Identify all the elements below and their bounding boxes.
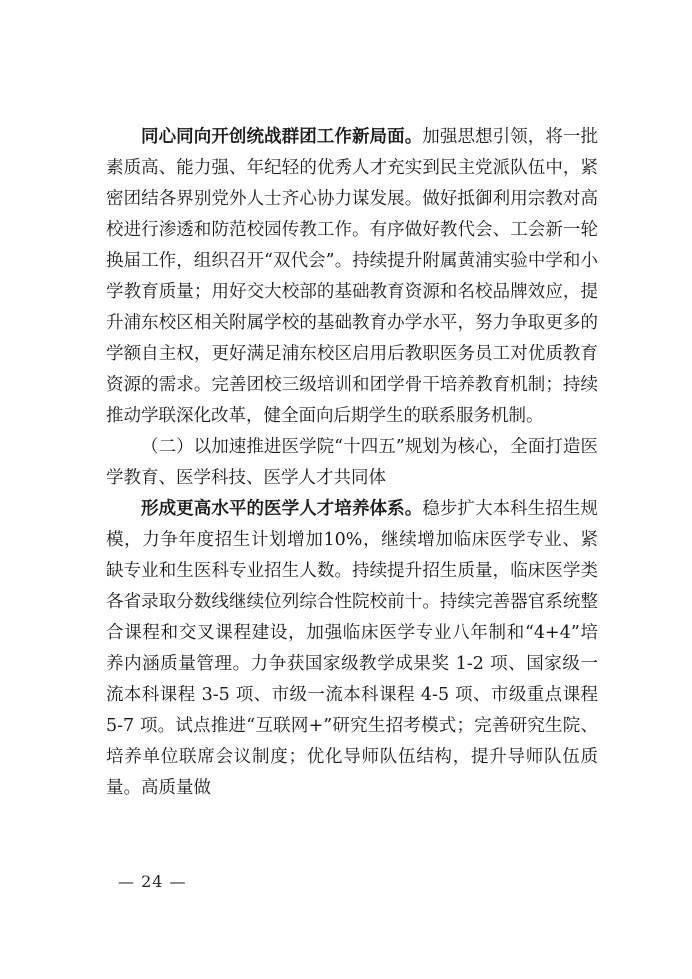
paragraph-united-front <box>106 122 598 432</box>
paragraph-text: 稳步扩大本科生招生规模，力争年度招生计划增加10%，继续增加临床医学专业、紧缺专业和生医科专业招生人数。持续提升招生质量，临床医学类各省录取分数线继续位列综合性院校前十。持续完善器官系统整合课程和交叉课程建设，加强临床医学专业八年制和“4+4”培养内涵质量管理。力争获国家级教学成果奖 1-2 项、国家级一流本科课程 3-5 项、市级一流本科课程 4-5 项、市级重点课程 5-7 项。试点推进“互联网+”研究生招考模式；完善研究生院、培养单位联席会议制度；优化导师队伍结构，提升导师队伍质量。高质量做 <box>106 499 599 798</box>
paragraph-lead: 同心同向开创统战群团工作新局面。 <box>141 127 423 147</box>
paragraph-medical-training <box>106 494 598 804</box>
page-number: — 24 — <box>118 872 187 891</box>
paragraph-lead: 形成更高水平的医学人才培养体系。 <box>141 499 423 519</box>
section-heading-text: （二）以加速推进医学院“十四五”规划为核心，全面打造医学教育、医学科技、医学人才共同体 <box>106 437 598 488</box>
section-heading-two <box>106 432 598 494</box>
body-text <box>106 122 598 804</box>
paragraph-text: 加强思想引领，将一批素质高、能力强、年纪轻的优秀人才充实到民主党派队伍中，紧密团结各界别党外人士齐心协力谋发展。做好抵御利用宗教对高校进行渗透和防范校园传教工作。有序做好教代会、工会新一轮换届工作，组织召开“双代会”。持续提升附属黄浦实验中学和小学教育质量；用好交大校部的基础教育资源和名校品牌效应，提升浦东校区相关附属学校的基础教育办学水平，努力争取更多的学额自主权，更好满足浦东校区启用后教职医务员工对优质教育资源的需求。完善团校三级培训和团学骨干培养教育机制；持续推动学联深化改革，健全面向后期学生的联系服务机制。 <box>106 127 599 426</box>
